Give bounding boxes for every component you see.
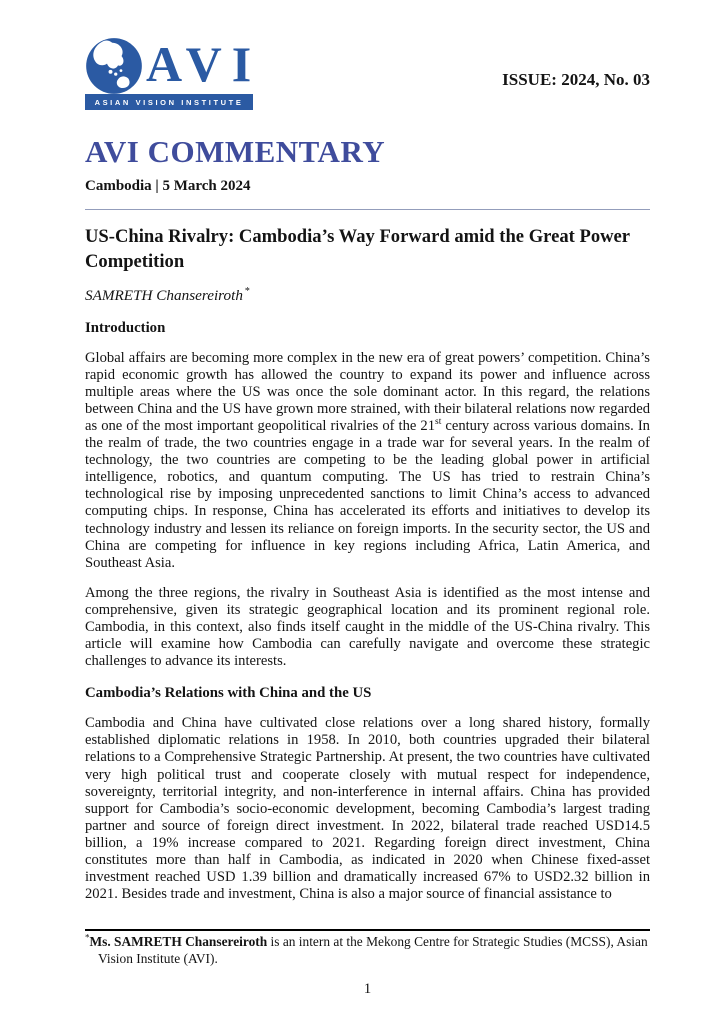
issue-label: ISSUE: 2024, No. 03 bbox=[502, 70, 650, 89]
author-footnote-mark: * bbox=[244, 285, 250, 297]
superscript-st: st bbox=[435, 417, 442, 428]
intro-paragraph-2: Among the three regions, the rivalry in Southeast Asia is identified as the most intense and comprehensive, given its strategic geographical location and its prominent regional role. Cambodia, in this context, also finds itself caught in the middle of the US-China rivalry. This article will examine how Cambodia can carefully navigate and overcome these strategic challenges to advance its interests. bbox=[85, 584, 650, 670]
page-header bbox=[85, 36, 650, 110]
footnote-marker: * bbox=[85, 932, 90, 943]
footnote-divider bbox=[85, 929, 650, 931]
avi-logo bbox=[85, 36, 261, 110]
section-heading-introduction: Introduction bbox=[85, 319, 166, 336]
author-line bbox=[85, 286, 650, 305]
globe-icon bbox=[85, 37, 143, 95]
logo-acronym: AVI bbox=[146, 36, 262, 92]
footnote bbox=[85, 934, 650, 967]
author-name: SAMRETH Chansereiroth bbox=[85, 286, 243, 304]
section-heading-relations: Cambodia’s Relations with China and the US bbox=[85, 685, 372, 702]
page-footer bbox=[85, 929, 650, 998]
article-title: US-China Rivalry: Cambodia’s Way Forward amid the Great Power Competition bbox=[85, 225, 630, 272]
footnote-author: Ms. SAMRETH Chansereiroth bbox=[89, 934, 268, 950]
masthead-title: AVI COMMENTARY bbox=[85, 134, 386, 169]
intro-paragraph-1: Global affairs are becoming more complex in the new era of great powers’ competition. China’s rapid economic growth has allowed the country to expand its power and influence across multiple areas where the US was once the sole dominant actor. In this regard, the relations between China and the US have grown more strained, with their bilateral relations now regarded as one of the most important geopolitical rivalries of the 21st century across various domains. In the realm of trade, the two countries engage in a trade war for several years. In the realm of technology, the two countries are competing to be the leading global power in artificial intelligence, robotics, and quantum computing. The US has tried to restrain China’s technological rise by imposing unprecedented sanctions to limit China’s access to advanced computing chips. In response, China has accelerated its efforts and initiatives to develop its technology industry and lessen its reliance on foreign imports. In the security sector, the US and China are competing for influence in key regions including Africa, Latin America, and Southeast Asia. bbox=[85, 349, 650, 571]
footnote-text: is an intern at the Mekong Centre for Strategic Studies (MCSS), Asian Vision Institute (AVI). bbox=[98, 934, 648, 966]
header-divider bbox=[85, 209, 650, 210]
relations-paragraph-1: Cambodia and China have cultivated close relations over a long shared history, formally established diplomatic relations in 1958. In 2010, both countries upgraded their bilateral relations to a Comprehensive Strategic Partnership. At present, the two countries have cultivated very high political trust and cooperate closely with mutual respect for independence, sovereignty, territorial integrity, and non-interference in internal affairs. China has provided support for Cambodia’s socio-economic development, becoming Cambodia’s largest trading partner and source of foreign direct investment. In 2022, bilateral trade reached USD14.5 billion, a 19% increase compared to 2021. Regarding foreign direct investment, China constitutes more than half in Cambodia, as indicated in 2020 when Chinese fixed-asset investment reached USD 1.39 billion and dramatically increased 67% to USD2.32 billion in 2021. Besides trade and investment, China is also a major source of financial assistance to bbox=[85, 715, 650, 903]
logo-banner: ASIAN VISION INSTITUTE bbox=[85, 94, 253, 110]
dateline: Cambodia | 5 March 2024 bbox=[85, 177, 251, 194]
page-number: 1 bbox=[363, 981, 372, 997]
